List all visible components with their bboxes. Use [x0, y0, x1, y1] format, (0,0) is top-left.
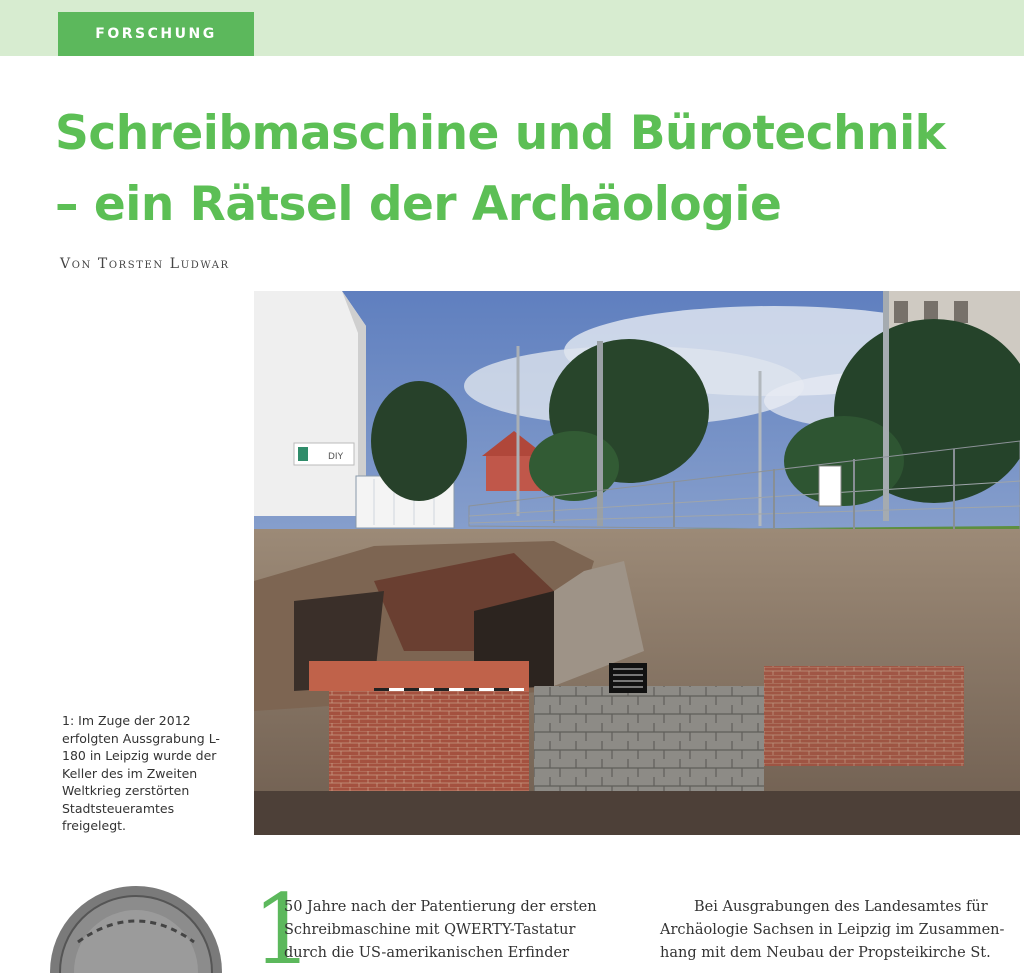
- col1-line-2: Schreibmaschine mit QWERTY-Tastatur: [284, 922, 576, 938]
- col2-line-3: hang mit dem Neubau der Propsteikirche St.: [660, 945, 991, 961]
- coin-image: [48, 880, 224, 973]
- col2-line-1: Bei Ausgrabungen des Landesamtes für: [694, 899, 988, 915]
- excavation-photo: [254, 291, 1020, 835]
- sign-text: DIY: [328, 452, 344, 462]
- col1-line-3: durch die US-amerikanischen Erfinder: [284, 945, 570, 961]
- col1-line-1: 50 Jahre nach der Patentierung der ersten: [284, 899, 597, 915]
- article-title: [55, 98, 1015, 241]
- section-label: FORSCHUNG: [58, 12, 254, 56]
- title-line-1: Schreibmaschine und Bürotechnik: [55, 106, 946, 161]
- col2-line-2: Archäologie Sachsen in Leipzig im Zusammen-: [660, 922, 1005, 938]
- byline: Von Torsten Ludwar: [60, 256, 230, 272]
- body-column-1: [250, 896, 615, 965]
- figure-caption: 1: Im Zuge der 2012 erfolgten Aussgrabung L-180 in Leipzig wurde der Keller des im Zweiten Weltkrieg zerstörten Stadtsteueramtes freigelegt.: [62, 713, 220, 833]
- body-column-2: [660, 896, 1020, 965]
- drop-cap: 1: [252, 874, 314, 973]
- title-line-2: – ein Rätsel der Archäologie: [55, 177, 782, 233]
